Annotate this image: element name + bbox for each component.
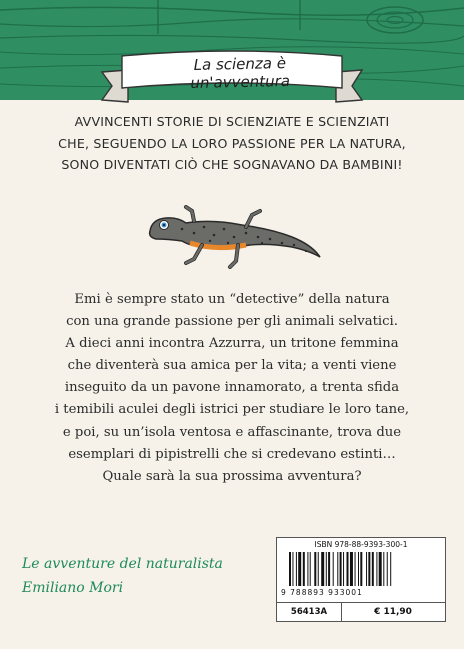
blurb-line: Quale sarà la sua prossima avventura? [102, 468, 362, 484]
barcode-bar [321, 552, 324, 586]
product-code: 56413A [277, 603, 342, 622]
barcode-bar [318, 552, 319, 586]
barcode-bar [337, 552, 338, 586]
blurb-line: con una grande passione per gli animali selvatici. [66, 314, 398, 330]
barcode-bar [379, 552, 382, 586]
blurb-line: Emi è sempre stato un “detective” della natura [74, 292, 390, 307]
series-slogan: La scienza è un'avventura [190, 54, 291, 93]
barcode-bar [372, 552, 374, 586]
headline-line: AVVINCENTI STORIE DI SCIENZIATE E SCIENZIATI [74, 114, 390, 129]
barcode-bar [326, 552, 327, 586]
blurb-line: che diventerà sua amica per la vita; a venti viene [67, 358, 397, 374]
barcode-bar [307, 552, 308, 586]
barcode-bar [368, 552, 370, 586]
barcode-footer [277, 602, 445, 622]
barcode-bar [296, 552, 297, 586]
barcode-bar [314, 552, 316, 586]
barcode-bar [289, 552, 291, 586]
barcode-bar [376, 552, 377, 586]
barcode-digits: 9 788893 933001 [281, 588, 363, 597]
price-label: € 11,90 [374, 607, 412, 617]
barcode-bar [355, 552, 356, 586]
barcode-bar [347, 552, 349, 586]
barcode-label [276, 537, 446, 622]
headline-line: CHE, SEGUENDO LA LORO PASSIONE PER LA NATURA, [58, 135, 406, 151]
barcode-bar [292, 552, 293, 586]
blurb-line: esemplari di pipistrelli che si credevano estinti… [68, 446, 396, 462]
blurb-line: A dieci anni incontra Azzurra, un tritone femmina [65, 336, 399, 352]
barcode-bar [383, 552, 384, 586]
series-author: Emiliano Mori [22, 580, 124, 596]
series-title-line: Le avventure del naturalista [22, 556, 223, 572]
barcode-bar [343, 552, 344, 586]
barcode-bar [328, 552, 330, 586]
isbn-number: ISBN 978-88-9393-300-1 [314, 540, 408, 549]
barcode-bar [360, 552, 362, 586]
blurb-line: e poi, su un’isola ventosa e affascinante, trova due [62, 424, 402, 440]
headline [20, 111, 444, 176]
barcode-bar [366, 552, 367, 586]
blurb-line: inseguito da un pavone innamorato, a trenta sfida [64, 380, 400, 396]
barcode-bar [340, 552, 342, 586]
barcode-bar [358, 552, 359, 586]
blurb-line: i temibili aculei degli istrici per studiare le loro tane, [54, 402, 410, 418]
barcode-bar [387, 552, 388, 586]
barcode-bar [298, 552, 301, 586]
barcode-bars [287, 552, 435, 588]
back-cover-blurb [20, 289, 444, 488]
barcode-bar [303, 552, 305, 586]
barcode-bar [310, 552, 311, 586]
barcode-bar [390, 552, 391, 586]
barcode-bar [333, 552, 334, 586]
headline-line: SONO DIVENTATI CIÒ CHE SOGNAVANO DA BAMBINI! [61, 157, 403, 172]
newt-illustration [142, 205, 324, 277]
barcode-bar [350, 552, 353, 586]
series-title [22, 552, 262, 600]
